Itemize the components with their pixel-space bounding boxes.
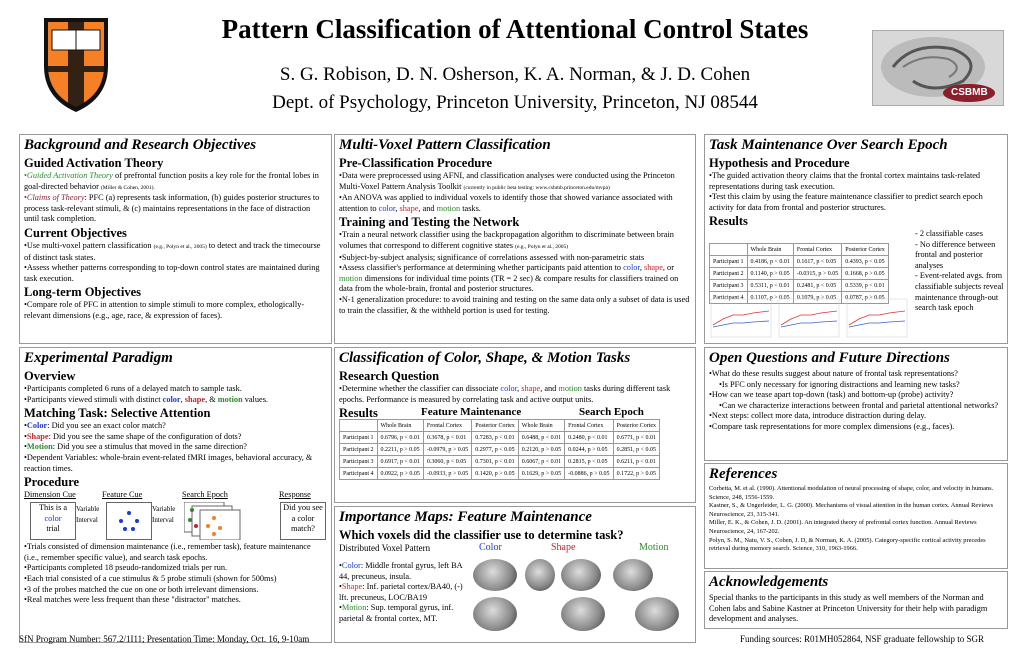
paragraph: •N-1 generalization procedure: to avoid training and testing on the same data only a subset of data is used to train the classifier, & the withheld portion is used for testing. xyxy=(339,294,690,315)
table-row xyxy=(340,468,660,480)
paragraph: •Shape: Did you see the same shape of the configuration of dots? xyxy=(24,431,242,441)
reference-item: Kastner, S., & Ungerleider, L. G. (2000). Mechanisms of visual attention in the human cortex. Annual Reviews Neuroscience, 23, 315-341. xyxy=(709,502,994,518)
table-cell: Participant 1 xyxy=(710,256,748,268)
section-heading: Procedure xyxy=(24,475,80,490)
paragraph: •The guided activation theory claims that the frontal cortex maintains task-related representations during task execution. xyxy=(709,171,981,191)
table-cell: 0.2481, p < 0.05 xyxy=(793,280,841,292)
table-cell xyxy=(710,244,748,256)
panel-title: References xyxy=(709,466,778,482)
table-row xyxy=(710,280,889,292)
question-item: •Compare task representations for more complex dimensions (e.g., faces). xyxy=(709,421,955,431)
table-cell: 0.1668, p > 0.05 xyxy=(842,268,889,280)
table-row xyxy=(340,456,660,468)
table-cell: 0.6917, p < 0.01 xyxy=(377,456,423,468)
table-cell: Participant 1 xyxy=(340,432,378,444)
brain-map-motion-2 xyxy=(635,597,679,631)
table-cell: 0.4393, p < 0.05 xyxy=(842,256,889,268)
poster-authors: S. G. Robison, D. N. Osherson, K. A. Norman, & J. D. Cohen xyxy=(279,64,751,85)
table-cell: Participant 3 xyxy=(340,456,378,468)
panel-open-questions xyxy=(704,347,1008,461)
paragraph: •Train a neural network classifier using the backpropagation algorithm to discriminate between brain volumes that correspond to different cognitive states (e.g., Polyn et al., 2005) xyxy=(339,230,674,250)
table-cell: Participant 4 xyxy=(340,468,378,480)
note-item: - No difference between frontal and posterior analyses xyxy=(915,239,996,270)
panel-title: Experimental Paradigm xyxy=(24,350,173,366)
section-heading: Guided Activation Theory xyxy=(24,156,164,170)
table-cell: 0.1617, p < 0.05 xyxy=(793,256,841,268)
table-cell: -0.0886, p > 0.05 xyxy=(565,468,613,480)
footer-funding: Funding sources: R01MH052864, NSF graduate fellowship to SGR xyxy=(740,634,984,644)
table-row xyxy=(710,268,889,280)
brain-map-color-1 xyxy=(473,559,517,591)
paragraph: •Real matches were less frequent than these "distractor" matches. xyxy=(24,595,241,605)
task-maintenance-notes xyxy=(915,229,1007,314)
task-maintenance-table xyxy=(709,243,889,304)
event-related-plot xyxy=(709,297,909,341)
paragraph: •Assess whether patterns corresponding to top-down control states are maintained during task execution. xyxy=(24,263,320,283)
table-cell: 0.1722, p > 0.05 xyxy=(613,468,660,480)
reference-item: Miller, E. K., & Cohen, J. D. (2001). An integrated theory of prefrontal cortex function. Annual Reviews Neuroscience, 24, 167-202. xyxy=(709,519,977,535)
section-heading: Research Question xyxy=(339,369,440,383)
panel-paradigm xyxy=(19,347,332,643)
diagram-label: Feature Cue xyxy=(102,490,143,500)
dimension-cue-box: This is a color trial xyxy=(30,502,76,540)
table-cell: 0.1140, p > 0.05 xyxy=(747,268,793,280)
panel-title: Acknowledgements xyxy=(709,574,829,590)
table-row xyxy=(340,432,660,444)
section-heading: Hypothesis and Procedure xyxy=(709,156,850,170)
column-shape: Shape xyxy=(551,542,576,553)
table-cell: Posterior Cortex xyxy=(472,420,519,432)
poster-affiliation: Dept. of Psychology, Princeton University, Princeton, NJ 08544 xyxy=(272,92,758,113)
table-cell: Participant 2 xyxy=(340,444,378,456)
table-cell: 0.3060, p < 0.05 xyxy=(423,456,471,468)
brain-map-color-3 xyxy=(473,597,517,631)
table-cell: 0.0922, p > 0.05 xyxy=(377,468,423,480)
region-descriptions: •Color: Middle frontal gyrus, left BA 44, precuneus, insula. •Shape: Inf. parietal cortex/BA40, (-) lft. precuneus, LOC/BA19 •Motion: Sup. temporal gyrus, inf. parietal & frontal cortex, MT. xyxy=(339,561,463,623)
table-cell: Posterior Cortex xyxy=(842,244,889,256)
table-cell: -0.0979, p > 0.05 xyxy=(423,444,471,456)
table-cell xyxy=(340,420,378,432)
table-cell: 0.5339, p < 0.01 xyxy=(842,280,889,292)
table-cell: Whole Brain xyxy=(518,420,564,432)
table-cell: 0.7301, p < 0.01 xyxy=(472,456,519,468)
table-cell: Whole Brain xyxy=(377,420,423,432)
table-cell: 0.4186, p < 0.01 xyxy=(747,256,793,268)
table-cell: Frontal Cortex xyxy=(793,244,841,256)
paragraph: •Test this claim by using the feature maintenance classifier to predict search epoch activity for data from frontal and posterior structures. xyxy=(709,192,983,212)
table-cell: 0.2211, p > 0.05 xyxy=(377,444,423,456)
table-cell: Whole Brain xyxy=(747,244,793,256)
table-cell: 0.0244, p > 0.05 xyxy=(565,444,613,456)
procedure-diagram xyxy=(24,490,327,542)
reference-item: Polyn, S. M., Natu, V. S., Cohen, J. D, & Norman, K. A. (2005). Category-specific cortical activity precedes retrieval during memory search. Science, 310, 1963-1966. xyxy=(709,536,986,553)
section-heading: Matching Task: Selective Attention xyxy=(24,406,211,421)
diagram-label: Dimension Cue xyxy=(24,490,76,500)
question-item: •How can we tease apart top-down (task) and bottom-up (probe) activity? xyxy=(709,390,954,400)
variable-interval-label: Variable Interval xyxy=(76,505,100,524)
section-heading: Current Objectives xyxy=(24,225,127,240)
panel-title: Importance Maps: Feature Maintenance xyxy=(339,509,592,525)
table-cell: Posterior Cortex xyxy=(613,420,660,432)
results-header-row xyxy=(339,405,691,419)
diagram-label: Response xyxy=(279,490,311,500)
paragraph: Special thanks to the participants in this study as well members of the Norman and Cohen labs and Sabine Kastner at Princeton University for their help with paradigm development and analyses. xyxy=(709,593,988,624)
brain-map-motion-1 xyxy=(613,559,653,591)
section-heading: Pre-Classification Procedure xyxy=(339,156,493,170)
note-item: - 2 classifiable cases xyxy=(915,229,983,238)
table-cell: -0.0315, p > 0.05 xyxy=(793,268,841,280)
paragraph: •Guided Activation Theory of prefrontal function posits a key role for the frontal lobes in goal-directed behavior (Miller & Cohen, 2001). xyxy=(24,171,319,191)
search-epoch-stack xyxy=(184,502,254,540)
table-cell: 0.6211, p < 0.01 xyxy=(613,456,660,468)
table-header-row xyxy=(710,244,889,256)
response-box: Did you see a color match? xyxy=(280,502,326,540)
csbmb-label: CSBMB xyxy=(951,87,988,98)
section-heading: Long-term Objectives xyxy=(24,285,141,300)
feature-maintenance-heading: Feature Maintenance xyxy=(421,406,522,419)
paragraph: •Color: Did you see an exact color match? xyxy=(24,421,166,431)
table-cell: 0.2977, p < 0.05 xyxy=(472,444,519,456)
diagram-label: Search Epoch xyxy=(182,490,228,500)
classification-table xyxy=(339,419,660,480)
distributed-label: Distributed Voxel Pattern xyxy=(339,543,431,553)
poster-title: Pattern Classification of Attentional Control States xyxy=(221,14,809,44)
footer-program: SfN Program Number: 567.2/1I11; Presentation Time: Monday, Oct. 16, 9-10am xyxy=(19,634,310,644)
table-cell: 0.0787, p > 0.05 xyxy=(842,292,889,304)
paragraph: •Participants completed 6 runs of a delayed match to sample task. xyxy=(24,384,242,393)
paragraph: •Assess classifier's performance at determining whether participants paid attention to color, shape, or motion dimensions for individual time points (TR = 2 sec) & compare results for classifiers trained on data from the whole-brain, frontal and posterior structures. xyxy=(339,263,679,294)
panel-title: Open Questions and Future Directions xyxy=(709,350,950,366)
table-cell: 0.5311, p < 0.01 xyxy=(747,280,793,292)
table-cell: Frontal Cortex xyxy=(565,420,613,432)
table-cell: 0.2120, p > 0.05 xyxy=(518,444,564,456)
question-item: •Next steps: collect more data, introduce distraction during delay. xyxy=(709,411,927,421)
section-heading: Which voxels did the classifier use to determine task? xyxy=(339,528,624,542)
paragraph: •Motion: Did you see a stimulus that moved in the same direction? xyxy=(24,442,247,452)
question-item: •Is PFC only necessary for ignoring distractions and learning new tasks? xyxy=(719,379,960,389)
paragraph: •Participants viewed stimuli with distinct color, shape, & motion values. xyxy=(24,394,269,404)
table-cell: -0.0933, p > 0.05 xyxy=(423,468,471,480)
table-cell: Frontal Cortex xyxy=(423,420,471,432)
paragraph: •Claims of Theory: PFC (a) represents task information, (b) guides posterior structures to process task-relevant stimuli, & (c) maintains representations in the face of distraction until task completion. xyxy=(24,193,320,224)
search-epoch-heading: Search Epoch xyxy=(579,406,644,419)
table-cell: 0.3678, p < 0.01 xyxy=(423,432,471,444)
paragraph: •Each trial consisted of a cue stimulus & 5 probe stimuli (shown for 500ms) xyxy=(24,573,277,583)
panel-classification xyxy=(334,347,696,503)
table-cell: 0.6067, p < 0.01 xyxy=(518,456,564,468)
note-item: - Event-related avgs. from classifiable subjects reveal maintenance through-out search task epoch xyxy=(915,271,1004,313)
results-heading: Results xyxy=(709,214,748,229)
panel-acknowledgements xyxy=(704,571,1008,629)
panel-title: Background and Research Objectives xyxy=(24,137,257,153)
paragraph: •Use multi-voxel pattern classification (e.g., Polyn et al., 2005) to detect and track the timecourse of distinct task states. xyxy=(24,240,321,262)
table-cell: 0.1420, p > 0.05 xyxy=(472,468,519,480)
brain-map-shape-2 xyxy=(561,597,605,631)
panel-background xyxy=(19,134,332,344)
table-cell: 0.6771, p < 0.01 xyxy=(613,432,660,444)
table-header-row xyxy=(340,420,660,432)
variable-interval-label: Variable Interval xyxy=(152,505,176,524)
paragraph: •Compare role of PFC in attention to simple stimuli to more complex, ethologically-relevant dimensions (e.g., age, race, & expression of faces). xyxy=(24,300,305,320)
table-cell: Participant 4 xyxy=(710,292,748,304)
brain-map-color-2 xyxy=(525,559,555,591)
column-motion: Motion xyxy=(639,542,669,553)
panel-title: Task Maintenance Over Search Epoch xyxy=(709,137,948,153)
paragraph: •Data were preprocessed using AFNI, and classification analyses were conducted using the Princeton Multi-Voxel Pattern Analysis Toolkit (currently in public beta testing: www.csbmb.princeton.edu/mvpa) xyxy=(339,171,675,191)
paragraph: •Dependent Variables: whole-brain event-related fMRI images, behavioral accuracy, & reaction times. xyxy=(24,452,313,473)
princeton-shield-logo xyxy=(38,12,114,116)
panel-task-maintenance xyxy=(704,134,1008,344)
table-cell: 0.1079, p > 0.05 xyxy=(793,292,841,304)
section-heading: Training and Testing the Network xyxy=(339,215,520,230)
panel-title: Multi-Voxel Pattern Classification xyxy=(339,137,551,153)
table-cell: 0.1629, p > 0.05 xyxy=(518,468,564,480)
table-cell: 0.2815, p < 0.05 xyxy=(565,456,613,468)
table-cell: 0.7283, p < 0.01 xyxy=(472,432,519,444)
section-heading: Overview xyxy=(24,369,76,383)
paragraph: •Trials consisted of dimension maintenance (i.e., remember task), feature maintenance (i.e., remember specific value), and search task epochs. xyxy=(24,542,311,562)
paragraph: •Subject-by-subject analysis; significance of correlations assessed with non-parametric stats xyxy=(339,252,645,262)
table-cell: 0.1107, p > 0.05 xyxy=(747,292,793,304)
table-cell: 0.2851, p < 0.05 xyxy=(613,444,660,456)
table-cell: Participant 2 xyxy=(710,268,748,280)
map-column-header xyxy=(339,543,691,555)
table-row xyxy=(710,256,889,268)
paragraph: •3 of the probes matched the cue on one or both irrelevant dimensions. xyxy=(24,584,259,594)
table-cell: 0.2480, p < 0.01 xyxy=(565,432,613,444)
table-cell: Participant 3 xyxy=(710,280,748,292)
feature-cue-box xyxy=(106,502,152,540)
table-cell: 0.6488, p < 0.01 xyxy=(518,432,564,444)
question-item: •What do these results suggest about nature of frontal task representations? xyxy=(709,369,958,378)
panel-mvpa xyxy=(334,134,696,344)
paragraph: •An ANOVA was applied to individual voxels to identify those that showed variance associated with attention to color, shape, and motion tasks. xyxy=(339,193,673,213)
brain-map-shape-1 xyxy=(561,559,601,591)
results-heading: Results xyxy=(339,406,378,421)
table-row xyxy=(340,444,660,456)
csbmb-logo xyxy=(872,30,1004,106)
column-color: Color xyxy=(479,542,502,553)
table-cell: 0.6796, p < 0.01 xyxy=(377,432,423,444)
question-item: •Can we characterize interactions between frontal and parietal attentional networks? xyxy=(719,400,999,410)
paragraph: •Determine whether the classifier can dissociate color, shape, and motion tasks during different task epochs. Performance is measured by correlating task and active output units. xyxy=(339,384,671,404)
panel-importance-maps xyxy=(334,506,696,643)
panel-references xyxy=(704,463,1008,569)
panel-title: Classification of Color, Shape, & Motion Tasks xyxy=(339,350,631,366)
reference-item: Corbetta, M. et al. (1990). Attentional modulation of neural processing of shape, color, and velocity in humans. Science, 248, 1556-1559. xyxy=(709,485,994,501)
paragraph: •Participants completed 18 pseudo-randomized trials per run. xyxy=(24,563,228,573)
